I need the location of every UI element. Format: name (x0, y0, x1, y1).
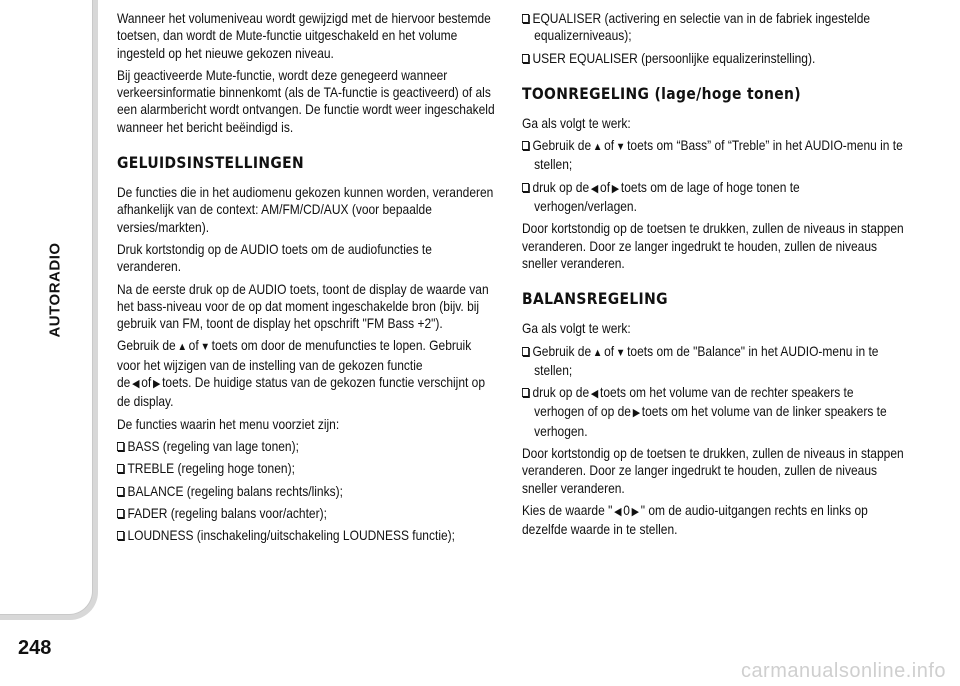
text-fragment: toets om de lage of hoge tonen te verhogen/verlagen. (534, 179, 800, 215)
paragraph: Bij geactiveerde Mute-functie, wordt deze genegeerd wanneer verkeersinformatie binnenkomt (als de TA-functie is geactiveerd) of als een alarmbericht wordt ontvangen. De functie wordt weer ingeschakeld wanneer het bericht beëindigd is. (117, 67, 495, 135)
list-item (522, 50, 905, 67)
paragraph: Druk kortstondig op de AUDIO toets om de audiofuncties te veranderen. (117, 241, 432, 275)
section-heading: BALANSREGELING (522, 289, 668, 309)
list-item (117, 460, 497, 477)
list-item (117, 438, 497, 455)
list-item (522, 343, 905, 380)
text-fragment: toets om het volume van de linker speakers te verhogen. (534, 404, 887, 439)
section-heading: GELUIDSINSTELLINGEN (117, 153, 304, 173)
watermark: carmanualsonline.info (740, 660, 946, 682)
paragraph (117, 337, 497, 410)
list-item (522, 137, 905, 174)
text-fragment: toets om “Bass” of “Treble” in het AUDIO-menu in te stellen; (534, 138, 903, 173)
checkbox-bullet-icon (522, 141, 529, 150)
list-item (117, 505, 497, 522)
list-item-text: EQUALISER (activering en selectie van in de fabriek ingestelde equalizerniveaus); (532, 11, 871, 44)
page-number: 248 (18, 637, 52, 659)
paragraph (522, 502, 905, 539)
left-column (117, 10, 497, 549)
paragraph: Door kortstondig op de toetsen te drukken, zullen de niveaus in stappen veranderen. Door ze langer ingedrukt te houden, zullen de niveaus sneller veranderen. (522, 446, 904, 496)
text-fragment: of (141, 375, 152, 391)
arrow-left-icon: ◀ (614, 505, 622, 518)
list-item-text: LOUDNESS (inschakeling/uitschakeling LOUDNESS functie); (127, 528, 456, 544)
checkbox-bullet-icon (117, 442, 124, 451)
list-item (522, 384, 905, 440)
checkbox-bullet-icon (522, 14, 529, 23)
text-fragment: Kies de waarde " (522, 502, 613, 518)
checkbox-bullet-icon (522, 54, 529, 63)
arrow-right-icon: ▶ (611, 182, 620, 195)
arrow-up-icon: ▲ (177, 341, 187, 354)
paragraph: Door kortstondig op de toetsen te drukken, zullen de niveaus in stappen veranderen. Door ze langer ingedrukt te houden, zullen de niveaus sneller veranderen. (522, 221, 904, 271)
checkbox-bullet-icon (117, 487, 124, 496)
text-fragment: toets. De huidige status van de gekozen functie verschijnt op de display. (117, 375, 486, 410)
text-fragment: druk op de (532, 385, 590, 401)
checkbox-bullet-icon (117, 509, 124, 518)
text-fragment: of (604, 343, 615, 359)
checkbox-bullet-icon (117, 531, 124, 540)
paragraph: De functies waarin het menu voorziet zijn: (117, 416, 340, 432)
checkbox-bullet-icon (522, 347, 529, 356)
paragraph: Wanneer het volumeniveau wordt gewijzigd met de hiervoor bestemde toetsen, dan wordt de Mute-functie uitgeschakeld en het volume ingesteld op het nieuwe gekozen niveau. (117, 11, 491, 61)
list-item-text: USER EQUALISER (persoonlijke equalizerinstelling). (532, 50, 816, 66)
paragraph: Na de eerste druk op de AUDIO toets, toont de display de waarde van het bass-niveau voor de op dat moment ingeschakelde bron (bijv. bij gebruik van FM, toont de display het opschrift "FM Bass +2"). (117, 281, 489, 332)
list-item-text: BASS (regeling van lage tonen); (127, 438, 299, 454)
section-heading: TOONREGELING (lage/hoge tonen) (522, 83, 801, 103)
sidebar (0, 0, 98, 659)
list-item (117, 527, 497, 544)
text-fragment: of (188, 338, 199, 354)
text-fragment: Gebruik de (117, 338, 176, 354)
arrow-left-icon: ◀ (132, 378, 140, 391)
text-fragment: of (604, 138, 615, 154)
text-fragment: toets om door de menufuncties te lopen. Gebruik voor het wijzigen van de instelling van de gekozen functie de (117, 338, 472, 391)
arrow-right-icon: ▶ (631, 505, 639, 518)
text-fragment: Gebruik de (532, 343, 592, 359)
text-fragment: Gebruik de (532, 138, 592, 154)
arrow-down-icon: ▼ (200, 341, 210, 354)
list-item-text: TREBLE (regeling hoge tonen); (127, 461, 295, 477)
text-fragment: toets om het volume van de rechter speakers te verhogen of op de (534, 385, 854, 420)
arrow-left-icon: ◀ (590, 388, 599, 401)
checkbox-bullet-icon (117, 464, 124, 473)
arrow-right-icon: ▶ (152, 378, 161, 391)
text-fragment: toets om de "Balance" in het AUDIO-menu in te stellen; (534, 343, 879, 378)
list-item (117, 483, 497, 500)
arrow-up-icon: ▲ (592, 346, 603, 359)
text-fragment: of (600, 179, 611, 195)
list-item (522, 10, 905, 45)
paragraph: Ga als volgt te werk: (522, 115, 631, 131)
right-column (522, 10, 905, 544)
paragraph: De functies die in het audiomenu gekozen kunnen worden, veranderen afhankelijk van de context: AM/FM/CD/AUX (voor bepaalde versies/markten). (117, 185, 494, 235)
checkbox-bullet-icon (522, 183, 529, 192)
text-fragment: " om de audio-uitgangen rechts en links op dezelfde waarde in te stellen. (522, 502, 868, 538)
list-item (522, 179, 905, 216)
list-item-text: BALANCE (regeling balans rechts/links); (127, 483, 343, 499)
paragraph: Ga als volgt te werk: (522, 321, 631, 337)
arrow-down-icon: ▼ (615, 141, 626, 154)
arrow-down-icon: ▼ (615, 346, 626, 359)
arrow-up-icon: ▲ (592, 141, 603, 154)
section-label: AUTORADIO (46, 242, 64, 338)
arrow-right-icon: ▶ (632, 407, 641, 420)
text-fragment: druk op de (532, 179, 590, 195)
list-item-text: FADER (regeling balans voor/achter); (127, 505, 327, 521)
arrow-left-icon: ◀ (590, 182, 599, 195)
checkbox-bullet-icon (522, 388, 529, 397)
text-fragment: 0 (623, 502, 630, 518)
